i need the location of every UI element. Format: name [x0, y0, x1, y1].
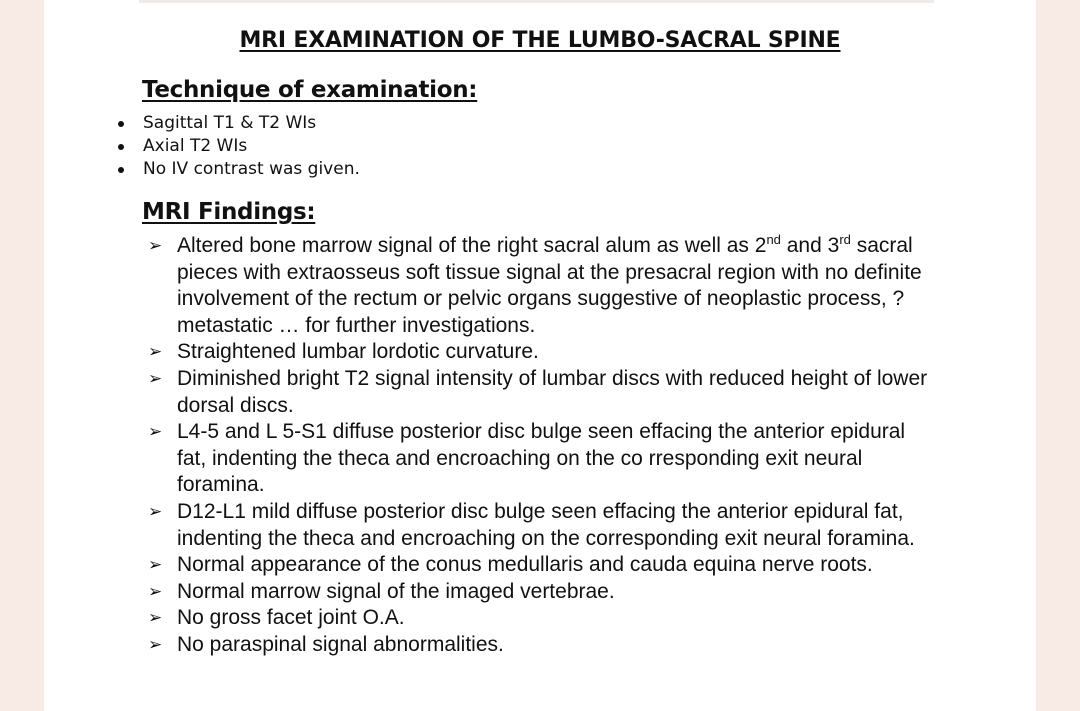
bullet-icon	[118, 121, 124, 127]
findings-list	[148, 233, 928, 659]
arrow-bullet-icon: ➢	[148, 581, 163, 602]
list-item: ➢ L4-5 and L 5-S1 diffuse posterior disc bulge seen effacing the anterior epidural fat, indenting the theca and encroaching on the co rresponding exit neural foramina.	[148, 420, 906, 497]
list-item: No IV contrast was given.	[114, 158, 360, 181]
top-divider	[139, 0, 934, 3]
list-item: ➢ Straightened lumbar lordotic curvature.	[148, 339, 928, 366]
arrow-bullet-icon: ➢	[148, 368, 163, 389]
list-item: Axial T2 WIs	[114, 135, 360, 158]
arrow-bullet-icon: ➢	[148, 342, 163, 363]
document-page	[44, 0, 1036, 711]
technique-heading: Technique of examination:	[142, 77, 478, 103]
bullet-icon	[118, 144, 124, 150]
arrow-bullet-icon: ➢	[148, 634, 163, 655]
arrow-bullet-icon: ➢	[148, 608, 163, 629]
arrow-bullet-icon: ➢	[148, 236, 163, 256]
page-title: MRI EXAMINATION OF THE LUMBO-SACRAL SPINE	[239, 28, 841, 53]
list-item: ➢ D12-L1 mild diffuse posterior disc bulge seen effacing the anterior epidural fat, indenting the theca and encroaching on the corresponding exit neural foramina.	[148, 499, 915, 550]
technique-list	[114, 112, 360, 181]
bullet-icon	[118, 167, 124, 173]
arrow-bullet-icon: ➢	[148, 422, 163, 443]
findings-heading: MRI Findings:	[142, 199, 316, 225]
list-item: ➢ No paraspinal signal abnormalities.	[148, 632, 928, 659]
arrow-bullet-icon: ➢	[148, 501, 163, 522]
list-item: ➢ Diminished bright T2 signal intensity of lumbar discs with reduced height of lower dorsal discs.	[148, 366, 928, 417]
list-item: ➢ Normal marrow signal of the imaged vertebrae.	[148, 579, 928, 606]
list-item: ➢ Normal appearance of the conus medullaris and cauda equina nerve roots.	[148, 552, 928, 579]
arrow-bullet-icon: ➢	[148, 555, 163, 576]
list-item: ➢ Altered bone marrow signal of the right sacral alum as well as 2nd and 3rd sacral pieces with extraosseus soft tissue signal at the presacral region with no definite involvement of the rectum or pelvic organs suggestive of neoplastic process, ?metastatic … for further investigations.	[148, 232, 922, 337]
list-item: ➢ No gross facet joint O.A.	[148, 605, 928, 632]
list-item: Sagittal T1 & T2 WIs	[114, 112, 360, 135]
